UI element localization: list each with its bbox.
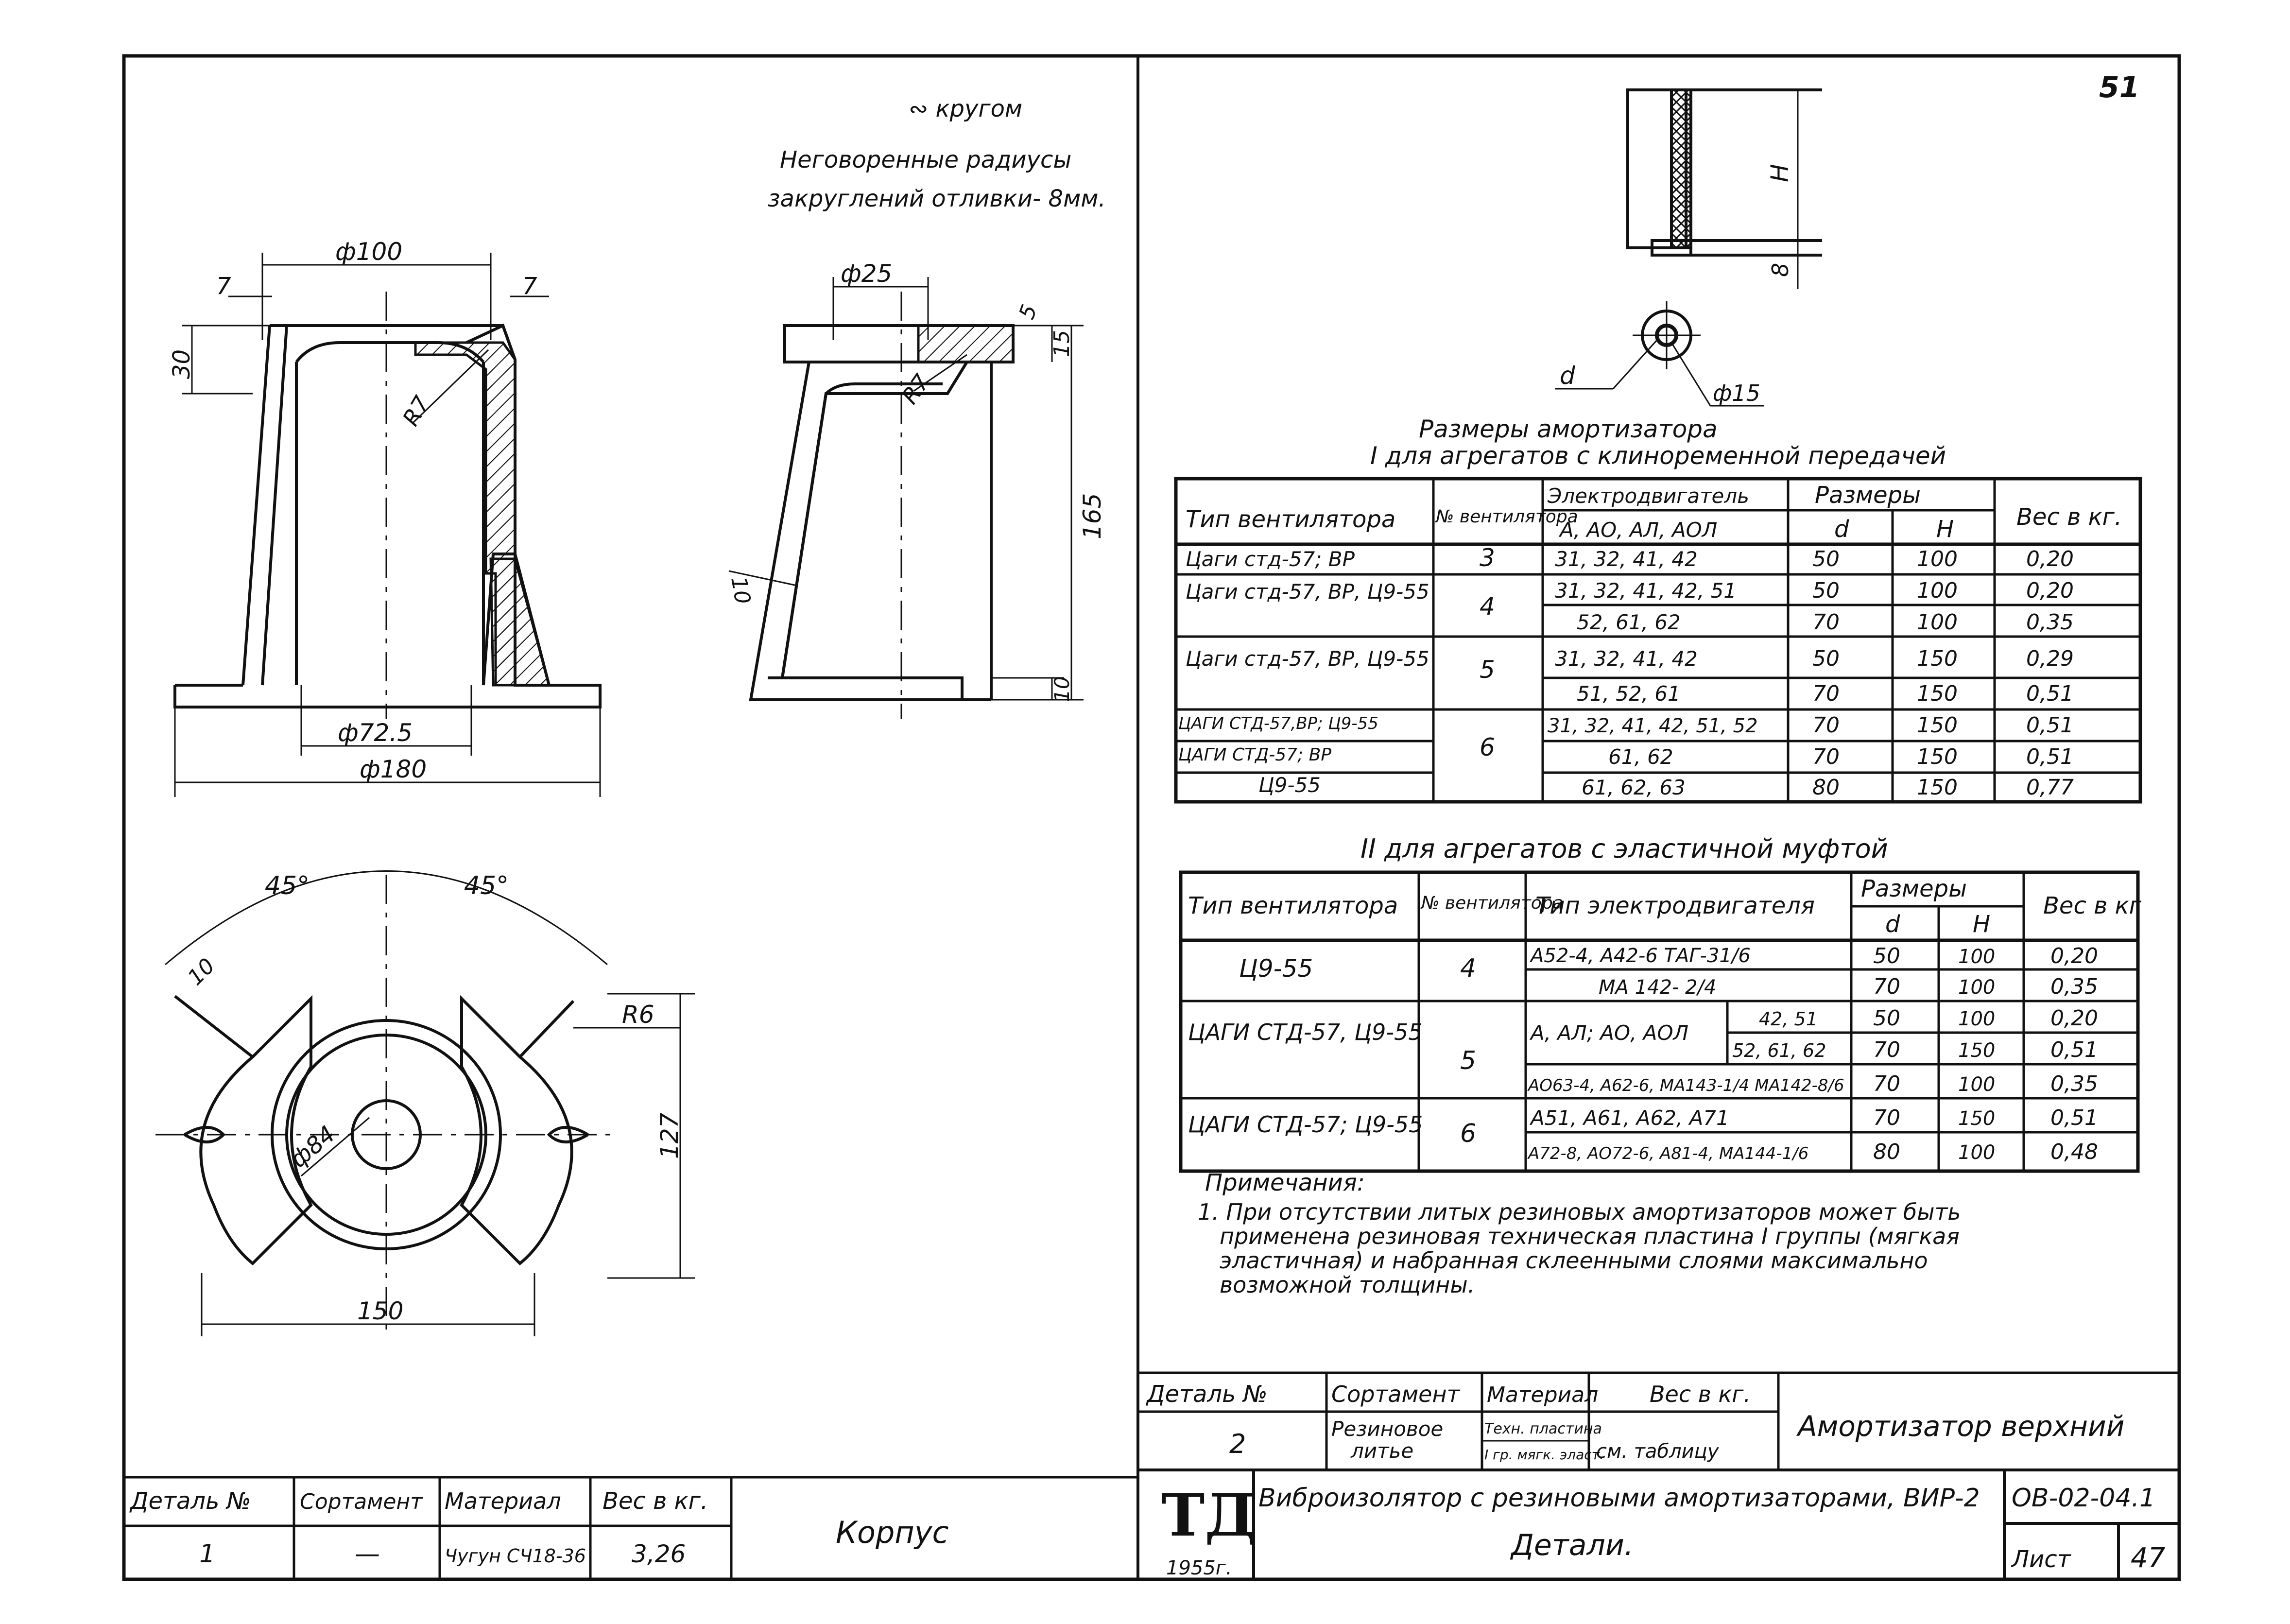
table1-type-3: Цаги стд-57, ВР, Ц9-55 (1186, 647, 1429, 671)
table1-row-w: 0,20 (2026, 547, 2074, 571)
table2-row-H: 100 (1958, 1008, 1996, 1030)
table2-motor-1: А52-4, А42-6 ТАГ-31/6 (1531, 945, 1751, 967)
table1-h-motor-sub: А, АО, АЛ, АОЛ (1560, 518, 1718, 542)
table2-row-H: 100 (1958, 1073, 1996, 1096)
table2-h-H: H (1973, 911, 1991, 938)
dim-angle-45-left: 45° (265, 871, 310, 900)
stamp-sheet-label: Лист (2012, 1546, 2071, 1573)
table1-row-motor: 52, 61, 62 (1577, 610, 1681, 634)
table1-h-d: d (1834, 516, 1849, 543)
housing-dimensions (175, 253, 600, 797)
table2-title: II для агрегатов с эластичной муфтой (1360, 833, 1888, 864)
table2-row-w: 0,48 (2050, 1140, 2098, 1164)
table2-row-H: 100 (1958, 946, 1996, 968)
dim-127: 127 (655, 1112, 684, 1159)
table2-row-d: 70 (1873, 974, 1900, 999)
table2-row-d: 50 (1873, 1006, 1900, 1031)
right-stamp-h-detail: Деталь № (1147, 1381, 1268, 1408)
table1-row-motor: 51, 52, 61 (1577, 682, 1681, 706)
dim-d: d (1560, 362, 1575, 390)
table1-h-type: Тип вентилятора (1186, 506, 1396, 533)
right-stamp-sort2: литье (1351, 1439, 1414, 1463)
table2-row-w: 0,35 (2050, 1071, 2098, 1096)
table1-row-motor: 61, 62 (1608, 745, 1673, 769)
table1-row-d: 70 (1812, 744, 1840, 769)
right-stamp-name: Амортизатор верхний (1798, 1410, 2125, 1443)
left-stamp-h-weight: Вес в кг. (603, 1487, 708, 1515)
dim-8: 8 (1767, 262, 1793, 277)
table2-num-5: 5 (1460, 1046, 1477, 1075)
dim-r6: R6 (622, 1001, 654, 1029)
table1-row-d: 50 (1812, 578, 1840, 603)
table1-h-H: H (1936, 516, 1954, 543)
dim-7-left: 7 (216, 273, 231, 300)
damper-view (1555, 90, 1822, 406)
table1-num-6: 6 (1480, 733, 1495, 761)
table1-row-H: 100 (1917, 578, 1958, 603)
dim-d180: ф180 (360, 755, 427, 783)
table1-row-d: 50 (1812, 646, 1840, 671)
right-stamp-num: 2 (1229, 1429, 1246, 1459)
table2-h-d: d (1885, 911, 1900, 938)
table1-type-2: Цаги стд-57, ВР, Ц9-55 (1186, 580, 1429, 604)
table1-row-w: 0,77 (2026, 775, 2074, 800)
dim-10-slot: 10 (183, 953, 220, 990)
dim-d25: ф25 (841, 259, 893, 288)
right-stamp-mat1: Техн. пластина (1484, 1420, 1602, 1437)
stamp-logo: ТД (1161, 1481, 1257, 1550)
table2-type-1: Ц9-55 (1239, 954, 1313, 983)
dim-150: 150 (357, 1297, 404, 1325)
dim-d72: ф72.5 (338, 719, 413, 747)
right-stamp-weight: см. таблицу (1596, 1440, 1719, 1463)
left-stamp-name: Корпус (836, 1515, 949, 1550)
table1-row-H: 150 (1917, 775, 1958, 800)
table1-h-size: Размеры (1815, 482, 1921, 509)
dim-165: 165 (1078, 493, 1106, 539)
housing-section-view (175, 292, 600, 719)
table1-h-motor: Электродвигатель (1548, 484, 1749, 508)
note-radii-1: Неговоренные радиусы (780, 146, 1072, 173)
plan-dimensions (165, 871, 695, 1337)
cover-dimensions (729, 277, 1084, 700)
right-stamp-sort1: Резиновое (1331, 1417, 1444, 1441)
table1-row-H: 150 (1917, 646, 1958, 671)
table2-motor-3: А, АЛ; АО, АОЛ (1531, 1021, 1689, 1045)
notes-line-2: применена резиновая техническая пластина I группы (мягкая (1220, 1223, 1960, 1249)
table2-row-d: 80 (1873, 1140, 1900, 1164)
table1-row-H: 150 (1917, 744, 1958, 769)
left-stamp-sort: — (355, 1539, 380, 1569)
table1-row-w: 0,51 (2026, 744, 2074, 769)
table2-row-w: 0,20 (2050, 1006, 2098, 1031)
left-stamp-weight: 3,26 (632, 1540, 686, 1568)
table2-row-H: 150 (1958, 1107, 1996, 1130)
right-stamp-h-material: Материал (1487, 1382, 1599, 1407)
table1-type-4: ЦАГИ СТД-57,ВР; Ц9-55 (1178, 714, 1378, 733)
left-stamp-material: Чугун СЧ18-36 (445, 1545, 586, 1567)
dim-d15: ф15 (1713, 380, 1760, 406)
sheet-frame (124, 56, 2179, 1579)
housing-plan-view (155, 875, 617, 1331)
table2-h-type: Тип вентилятора (1188, 892, 1398, 919)
note-radii-2: закруглений отливки- 8мм. (768, 185, 1106, 212)
notes-line-1: 1. При отсутствии литых резиновых амортизаторов может быть (1198, 1199, 1961, 1225)
dim-d100: ф100 (335, 238, 403, 266)
notes-line-3: эластичная) и набранная склеенными слоями максимально (1220, 1247, 1928, 1274)
table2-motor-sub-1: 42, 51 (1759, 1008, 1818, 1030)
dim-10-base: 10 (1050, 676, 1074, 702)
table1-row-d: 70 (1812, 713, 1840, 738)
table1-h-weight: Вес в кг. (2016, 503, 2122, 531)
table1-row-w: 0,35 (2026, 610, 2074, 635)
cover-section-view (751, 292, 1013, 719)
dim-r7-cover: R7 (896, 369, 935, 409)
right-stamp-h-weight: Вес в кг. (1650, 1381, 1751, 1407)
table1-row-H: 100 (1917, 547, 1958, 571)
table1-row-d: 80 (1812, 775, 1840, 800)
right-stamp-mat2: I гр. мягк. эласт. (1484, 1447, 1604, 1463)
dim-30: 30 (168, 349, 195, 379)
table1-row-w: 0,51 (2026, 681, 2074, 706)
dim-7-right: 7 (522, 273, 537, 300)
left-stamp-h-material: Материал (445, 1488, 561, 1514)
stamp-subtitle: Детали. (1511, 1528, 1634, 1562)
table2-row-d: 70 (1873, 1037, 1900, 1062)
table2-row-H: 150 (1958, 1039, 1996, 1062)
table2-row-w: 0,51 (2050, 1037, 2098, 1062)
table1-row-motor: 61, 62, 63 (1582, 776, 1686, 799)
notes-heading: Примечания: (1205, 1169, 1365, 1196)
table1-row-d: 70 (1812, 610, 1840, 635)
dim-angle-45-right: 45° (464, 871, 509, 900)
table1-row-H: 150 (1917, 681, 1958, 706)
table1-row-H: 100 (1917, 610, 1958, 635)
table2-num-6: 6 (1460, 1119, 1477, 1148)
stamp-title: Виброизолятор с резиновыми амортизаторами, ВИР-2 (1258, 1484, 1980, 1513)
left-stamp-h-detail: Деталь № (130, 1487, 251, 1515)
left-stamp-detail: 1 (199, 1539, 216, 1569)
table1-row-w: 0,29 (2026, 646, 2074, 671)
table2-row-H: 100 (1958, 1141, 1996, 1164)
note-circle: ∾ кругом (909, 95, 1023, 122)
table1-type-5: ЦАГИ СТД-57; ВР (1178, 745, 1332, 765)
table1-title1: Размеры амортизатора (1419, 415, 1718, 443)
table2-h-motor: Тип электродвигателя (1535, 892, 1815, 919)
table2-num-4: 4 (1460, 954, 1477, 983)
table1-type-1: Цаги стд-57; ВР (1186, 547, 1355, 571)
dim-10-cover: 10 (726, 575, 756, 606)
table1-row-w: 0,51 (2026, 713, 2074, 738)
table1-row-motor: 31, 32, 41, 42 (1555, 547, 1698, 571)
table1-title2: I для агрегатов с клиноременной передачей (1370, 442, 1946, 470)
table1-row-d: 70 (1812, 681, 1840, 706)
table2-motor-2: МА 142- 2/4 (1599, 976, 1717, 999)
table2-motor-5: А51, А61, А62, А71 (1531, 1106, 1729, 1130)
stamp-year: 1955г. (1166, 1557, 1232, 1579)
dim-15: 15 (1050, 330, 1074, 357)
dim-r7-body: R7 (397, 391, 435, 431)
table2-row-H: 100 (1958, 976, 1996, 999)
notes-line-4: возможной толщины. (1220, 1272, 1475, 1298)
dim-H: H (1766, 164, 1794, 182)
table2-row-d: 70 (1873, 1106, 1900, 1130)
table1-row-w: 0,20 (2026, 578, 2074, 603)
stamp-sheet-number: 47 (2131, 1542, 2166, 1574)
page-number: 51 (2099, 70, 2140, 104)
table1-num-3: 3 (1480, 544, 1495, 572)
table2-row-w: 0,51 (2050, 1106, 2098, 1130)
table1-num-5: 5 (1480, 656, 1495, 684)
right-stamp-h-sort: Сортамент (1331, 1381, 1460, 1407)
table2-h-size: Размеры (1861, 875, 1967, 902)
left-stamp-h-sort: Сортамент (300, 1489, 423, 1514)
table1-h-num: № вентилятора (1436, 507, 1578, 527)
table2-row-d: 70 (1873, 1071, 1900, 1096)
table2-motor-6: А72-8, АО72-6, А81-4, МА144-1/6 (1528, 1144, 1809, 1163)
table2-h-weight: Вес в кг (2043, 892, 2141, 919)
table1-row-H: 150 (1917, 713, 1958, 738)
table1-row-motor: 31, 32, 41, 42, 51 (1555, 579, 1737, 603)
table2-type-3: ЦАГИ СТД-57; Ц9-55 (1188, 1111, 1423, 1138)
table2-h-num: № вентилятора (1421, 893, 1564, 913)
table2-row-w: 0,20 (2050, 944, 2098, 968)
table1-num-4: 4 (1480, 592, 1495, 621)
table2-row-d: 50 (1873, 944, 1900, 968)
table2-type-2: ЦАГИ СТД-57, Ц9-55 (1188, 1019, 1423, 1045)
table1-row-motor: 31, 32, 41, 42, 51, 52 (1548, 715, 1758, 737)
dim-d84: ф84 (285, 1120, 341, 1174)
stamp-code: ОВ-02-04.1 (2012, 1484, 2156, 1513)
table1-row-d: 50 (1812, 547, 1840, 571)
table2-motor-sub-2: 52, 61, 62 (1732, 1040, 1826, 1061)
table2-row-w: 0,35 (2050, 974, 2098, 999)
table1-row-motor: 31, 32, 41, 42 (1555, 647, 1698, 671)
dim-5: 5 (1014, 301, 1042, 323)
table1-type-6: Ц9-55 (1258, 773, 1321, 797)
table2-motor-4: АО63-4, А62-6, МА143-1/4 МА142-8/6 (1528, 1076, 1844, 1095)
